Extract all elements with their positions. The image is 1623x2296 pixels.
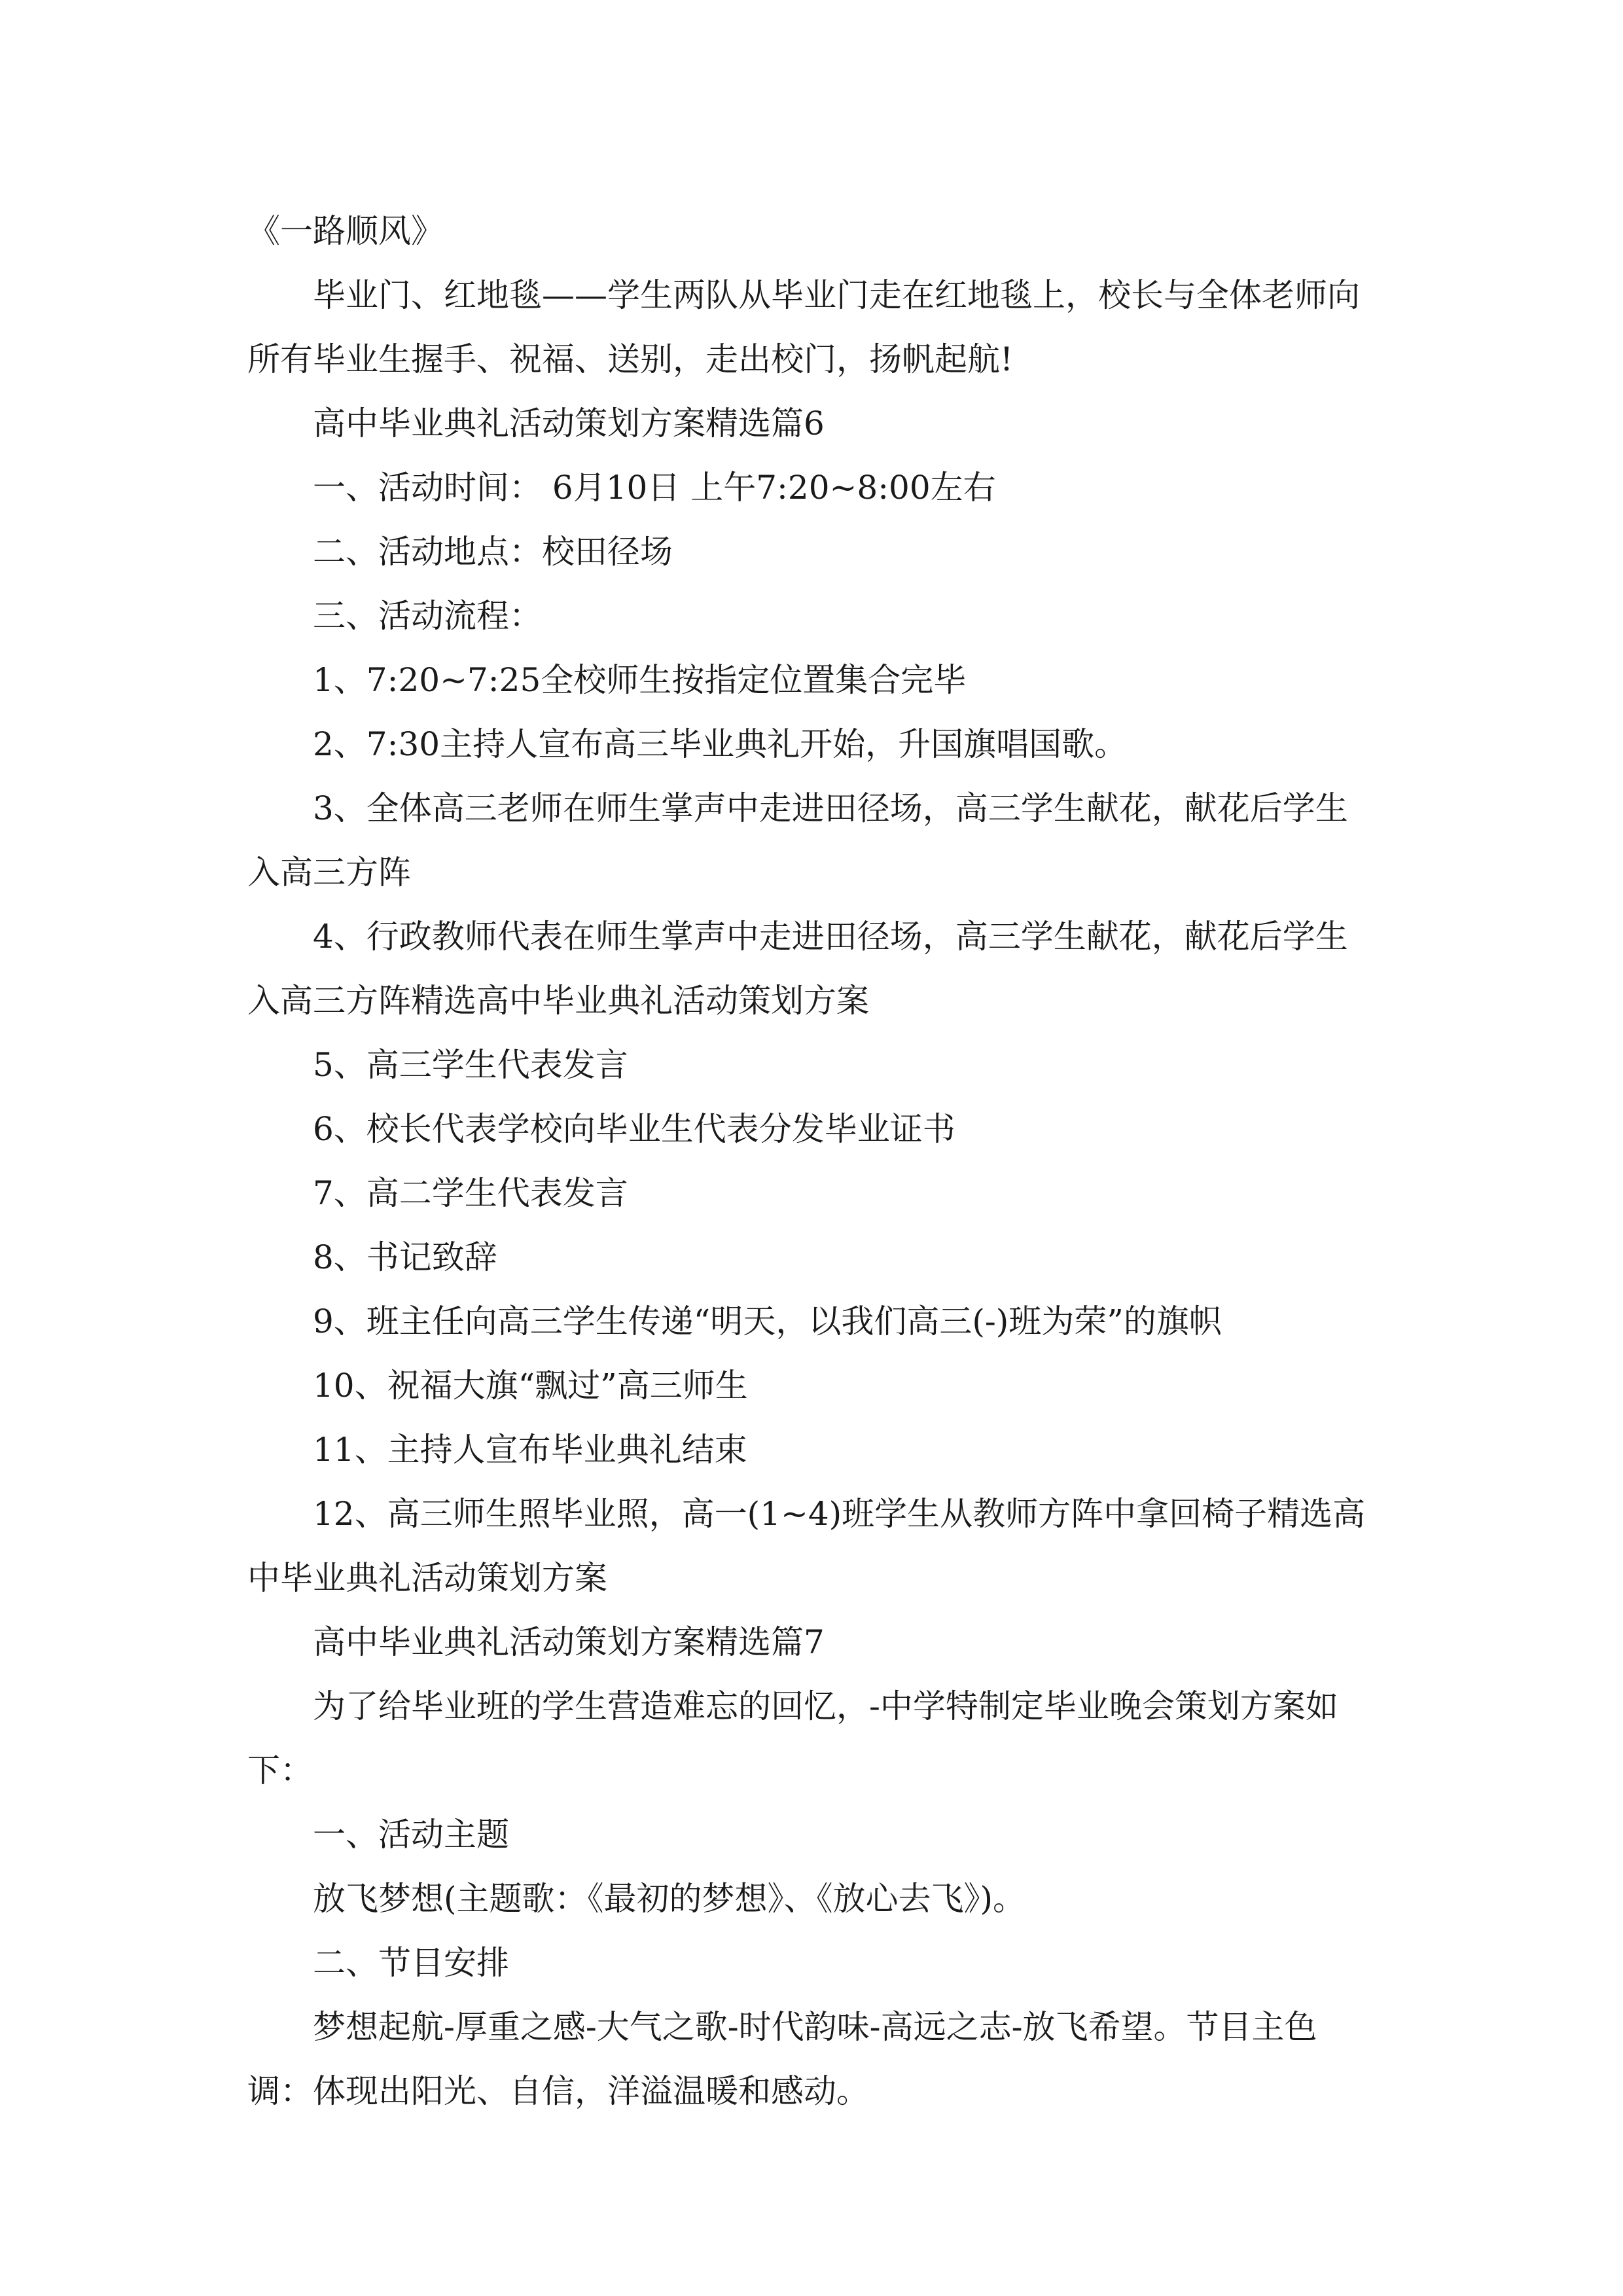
section-heading-7: 高中毕业典礼活动策划方案精选篇7 (313, 1623, 825, 1661)
list-item-5: 5、高三学生代表发言 (313, 1046, 628, 1084)
list-item-12: 12、高三师生照毕业照，高一(1~4)班学生从教师方阵中拿回椅子精选高中毕业典礼活动策划方案 (247, 1495, 1366, 1597)
list-item-3: 3、全体高三老师在师生掌声中走进田径场，高三学生献花，献花后学生入高三方阵 (247, 789, 1348, 891)
list-item-6: 6、校长代表学校向毕业生代表分发毕业证书 (313, 1110, 955, 1148)
paragraph-activity-location: 二、活动地点：校田径场 (313, 533, 673, 571)
paragraph-activity-process: 三、活动流程： (313, 597, 542, 635)
paragraph-theme-heading: 一、活动主题 (313, 1816, 509, 1854)
list-item-7: 7、高二学生代表发言 (313, 1174, 628, 1212)
paragraph-activity-time: 一、活动时间： 6月10日 上午7:20~8:00左右 (313, 469, 996, 507)
list-item-1: 1、7:20~7:25全校师生按指定位置集合完毕 (313, 661, 967, 699)
document-body (247, 199, 1380, 2123)
paragraph-program: 梦想起航-厚重之感-大气之歌-时代韵味-高远之志-放飞希望。节目主色调：体现出阳光、自信，洋溢温暖和感动。 (247, 2008, 1317, 2110)
paragraph-intro: 为了给毕业班的学生营造难忘的回忆，-中学特制定毕业晚会策划方案如下： (247, 1687, 1338, 1789)
paragraph-theme: 放飞梦想(主题歌：《最初的梦想》、《放心去飞》)。 (313, 1880, 1026, 1918)
list-item-2: 2、7:30主持人宣布高三毕业典礼开始，升国旗唱国歌。 (313, 725, 1128, 763)
list-item-11: 11、主持人宣布毕业典礼结束 (313, 1431, 747, 1469)
list-item-8: 8、书记致辞 (313, 1238, 497, 1276)
paragraph-song-title: 《一路顺风》 (247, 212, 444, 250)
list-item-4: 4、行政教师代表在师生掌声中走进田径场，高三学生献花，献花后学生入高三方阵精选高中毕业典礼活动策划方案 (247, 918, 1348, 1020)
paragraph-program-heading: 二、节目安排 (313, 1944, 509, 1982)
paragraph-graduation-gate: 毕业门、红地毯——学生两队从毕业门走在红地毯上，校长与全体老师向所有毕业生握手、祝福、送别，走出校门，扬帆起航! (247, 276, 1360, 378)
list-item-10: 10、祝福大旗“飘过”高三师生 (313, 1367, 748, 1405)
section-heading-6: 高中毕业典礼活动策划方案精选篇6 (313, 404, 825, 442)
list-item-9: 9、班主任向高三学生传递“明天，以我们高三(-)班为荣”的旗帜 (313, 1302, 1222, 1340)
